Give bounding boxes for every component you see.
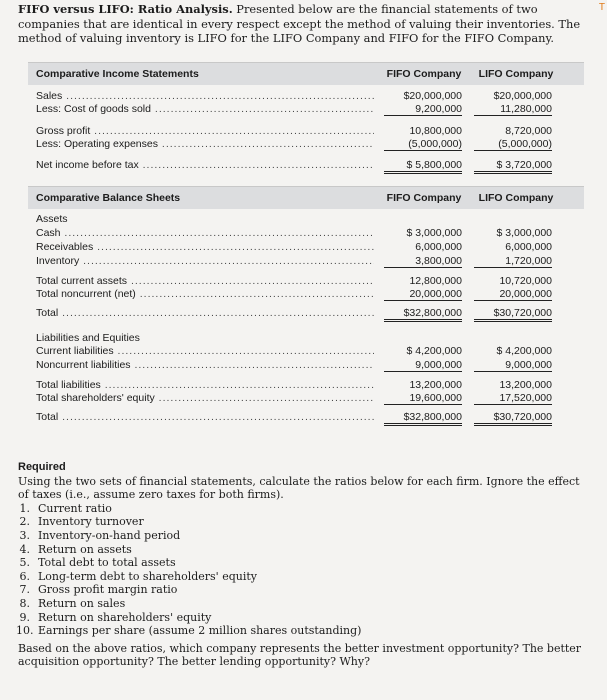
lifo-value: 9,000,000 — [474, 359, 552, 372]
balance-col-lifo: LIFO Company — [478, 192, 554, 204]
row-label: Receivables ..... — [36, 241, 374, 253]
table-row — [28, 90, 584, 104]
table-row — [28, 255, 584, 269]
balance-table-header — [28, 186, 584, 209]
table-row — [28, 241, 584, 255]
fifo-value: 12,800,000 — [409, 275, 462, 287]
fifo-value: $32,800,000 — [384, 411, 462, 426]
row-label: Total shareholders' equity ..... — [36, 392, 374, 404]
item-number: 1. — [19, 501, 30, 515]
list-item — [18, 583, 588, 597]
list-item — [18, 529, 588, 543]
row-label: Total ..... — [36, 411, 374, 423]
required-section — [18, 461, 588, 669]
row-label: Current liabilities ..... — [36, 345, 374, 357]
row-label: Total current assets ..... — [36, 275, 374, 287]
row-label: Net income before tax ..... — [36, 159, 374, 171]
fifo-value: 13,200,000 — [409, 379, 462, 391]
fifo-value: $20,000,000 — [403, 90, 462, 102]
ratio-list — [18, 502, 588, 638]
item-text: Gross profit margin ratio — [38, 583, 178, 597]
item-text: Inventory-on-hand period — [38, 528, 181, 542]
table-row — [28, 125, 584, 139]
lifo-value: 17,520,000 — [474, 392, 552, 405]
row-label: Total ..... — [36, 307, 374, 319]
problem-intro — [18, 2, 588, 46]
list-item — [18, 611, 588, 625]
fifo-value: 9,200,000 — [384, 103, 462, 116]
item-number: 9. — [19, 610, 30, 624]
lifo-value: 11,280,000 — [474, 103, 552, 116]
item-number: 8. — [19, 596, 30, 610]
item-number: 5. — [19, 556, 30, 570]
table-row — [28, 138, 584, 152]
item-number: 2. — [19, 515, 30, 529]
lifo-value: $ 3,720,000 — [474, 159, 552, 174]
table-row — [28, 227, 584, 241]
row-label: Less: Cost of goods sold ..... — [36, 103, 374, 115]
item-number: 6. — [19, 569, 30, 583]
item-text: Return on shareholders' equity — [38, 610, 212, 624]
problem-title: FIFO versus LIFO: Ratio Analysis. — [18, 2, 233, 16]
table-row — [28, 345, 584, 359]
fifo-value: $ 3,000,000 — [406, 227, 462, 239]
item-number: 10. — [16, 624, 34, 638]
lifo-value: (5,000,000) — [474, 138, 552, 151]
table-row — [28, 411, 584, 425]
lifo-value: 10,720,000 — [499, 275, 552, 287]
row-label: Gross profit ..... — [36, 125, 374, 137]
lifo-value: 1,720,000 — [474, 255, 552, 268]
row-label: Cash ..... — [36, 227, 374, 239]
table-row — [28, 275, 584, 289]
item-text: Current ratio — [38, 501, 112, 515]
lifo-value: 20,000,000 — [474, 288, 552, 301]
lifo-value: 6,000,000 — [505, 241, 552, 253]
table-row — [28, 159, 584, 173]
table-row — [28, 288, 584, 302]
item-number: 4. — [19, 542, 30, 556]
table-row — [28, 307, 584, 321]
row-label: Less: Operating expenses ..... — [36, 138, 374, 150]
lifo-value: $30,720,000 — [474, 307, 552, 322]
item-number: 7. — [19, 583, 30, 597]
lifo-value: $ 4,200,000 — [496, 345, 552, 357]
item-text: Inventory turnover — [38, 515, 144, 529]
list-item — [18, 543, 588, 557]
fifo-value: 6,000,000 — [415, 241, 462, 253]
income-col-fifo: FIFO Company — [386, 68, 462, 80]
fifo-value: $ 4,200,000 — [406, 345, 462, 357]
list-item — [18, 624, 588, 638]
list-item — [18, 556, 588, 570]
required-heading: Required — [18, 461, 66, 473]
fifo-value: 10,800,000 — [409, 125, 462, 137]
fifo-value: 19,600,000 — [384, 392, 462, 405]
required-instructions: Using the two sets of financial statements, calculate the ratios below for each firm. Ignore the effect of taxes (i.e., assume zero taxes for both firms). — [18, 474, 580, 502]
row-label: Noncurrent liabilities ..... — [36, 359, 374, 371]
income-table-title: Comparative Income Statements — [36, 68, 199, 80]
fifo-value: $32,800,000 — [384, 307, 462, 322]
income-table-header — [28, 62, 584, 85]
balance-col-fifo: FIFO Company — [386, 192, 462, 204]
lifo-value: $30,720,000 — [474, 411, 552, 426]
corner-mark: T — [598, 2, 605, 13]
row-label: Total liabilities ..... — [36, 379, 374, 391]
income-statement-table — [28, 62, 584, 184]
fifo-value: 3,800,000 — [384, 255, 462, 268]
fifo-value: (5,000,000) — [384, 138, 462, 151]
item-text: Long-term debt to shareholders' equity — [38, 569, 257, 583]
lifo-value: 8,720,000 — [505, 125, 552, 137]
item-text: Earnings per share (assume 2 million shares outstanding) — [38, 624, 362, 638]
list-item — [18, 502, 588, 516]
lifo-value: 13,200,000 — [499, 379, 552, 391]
item-text: Return on sales — [38, 596, 126, 610]
item-number: 3. — [19, 528, 30, 542]
item-text: Return on assets — [38, 542, 132, 556]
income-col-lifo: LIFO Company — [478, 68, 554, 80]
table-row — [28, 379, 584, 393]
list-item — [18, 515, 588, 529]
balance-table-title: Comparative Balance Sheets — [36, 192, 181, 204]
fifo-value: $ 5,800,000 — [384, 159, 462, 174]
liabilities-heading: Liabilities and Equities — [36, 332, 140, 344]
list-item — [18, 570, 588, 584]
balance-sheet-table — [28, 186, 584, 442]
lifo-value: $20,000,000 — [493, 90, 552, 102]
problem-body: Presented below are the financial statements of two companies that are identical in every respect except the method of valuing their inventories. The method of valuing inventory is LIFO for the LIFO Company and FIFO for the FIFO Company. — [18, 2, 581, 45]
table-row — [28, 103, 584, 117]
row-label: Inventory ..... — [36, 255, 374, 267]
list-item — [18, 597, 588, 611]
closing-question: Based on the above ratios, which company represents the better investment opportunity? The better acquisition opportunity? The better lending opportunity? Why? — [18, 641, 582, 669]
row-label: Total noncurrent (net) ..... — [36, 288, 374, 300]
item-text: Total debt to total assets — [38, 556, 176, 570]
fifo-value: 20,000,000 — [384, 288, 462, 301]
fifo-value: 9,000,000 — [384, 359, 462, 372]
table-row — [28, 359, 584, 373]
table-row — [28, 392, 584, 406]
lifo-value: $ 3,000,000 — [496, 227, 552, 239]
row-label: Sales ..... — [36, 90, 374, 102]
assets-heading: Assets — [36, 213, 68, 225]
